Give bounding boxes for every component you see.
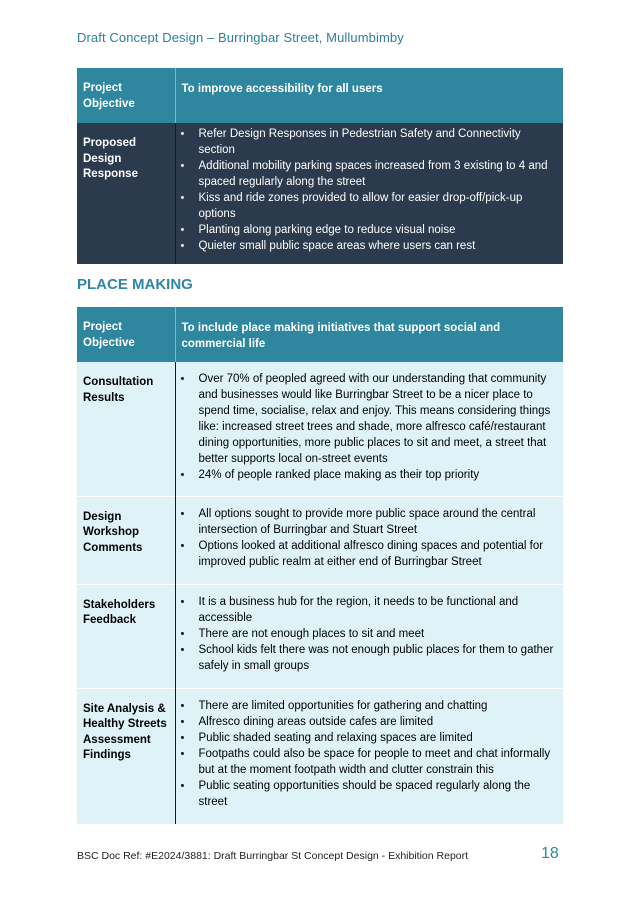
row-content (175, 688, 563, 824)
list-item: • Planting along parking edge to reduce visual noise (198, 222, 556, 238)
row-content (175, 496, 563, 584)
list-item: • Refer Design Responses in Pedestrian Safety and Connectivity section (198, 126, 556, 158)
list-item: • There are not enough places to sit and meet (198, 626, 556, 642)
list-item: • Kiss and ride zones provided to allow for easier drop-off/pick-up options (198, 190, 556, 222)
table-row (77, 688, 563, 824)
bullet-list (176, 585, 564, 674)
page-number: 18 (541, 845, 559, 862)
document-header-title: Draft Concept Design – Burringbar Street, Mullumbimby (77, 30, 404, 45)
objective-label: Project Objective (77, 307, 175, 362)
row-content (175, 362, 563, 496)
list-item: • Public shaded seating and relaxing spaces are limited (198, 730, 556, 746)
list-item: • Public seating opportunities should be spaced regularly along the street (198, 778, 556, 810)
section-heading: PLACE MAKING (77, 276, 193, 293)
list-item: • It is a business hub for the region, it needs to be functional and accessible (198, 594, 556, 626)
objective-text: To include place making initiatives that support social and commercial life (175, 307, 563, 362)
table-row (77, 362, 563, 496)
list-item: • Options looked at additional alfresco dining spaces and potential for improved public realm at either end of Burringbar Street (198, 538, 556, 570)
list-item: • There are limited opportunities for gathering and chatting (198, 698, 556, 714)
footer-document-reference: BSC Doc Ref: #E2024/3881: Draft Burringbar St Concept Design - Exhibition Report (77, 850, 469, 862)
objective-row (77, 68, 563, 123)
row-label: Design Workshop Comments (77, 496, 175, 584)
table-row (77, 584, 563, 688)
list-item: • Over 70% of peopled agreed with our understanding that community and businesses would like Burringbar Street to be a nicer place to spend time, socialise, relax and enjoy. This means considering things like: increased street trees and shade, more alfresco café/restaurant dining opportunities, more public places to sit and meet, a street that better supports local on-street events (198, 371, 556, 467)
design-response-list (176, 123, 564, 254)
row-label: Site Analysis & Healthy Streets Assessment Findings (77, 688, 175, 824)
row-label: Consultation Results (77, 362, 175, 496)
objective-label: Project Objective (77, 68, 175, 123)
accessibility-table (77, 68, 563, 264)
place-making-table (77, 307, 563, 824)
list-item: • Quieter small public space areas where users can rest (198, 238, 556, 254)
design-response-label: Proposed Design Response (77, 123, 175, 264)
table-row (77, 496, 563, 584)
design-response-row (77, 123, 563, 264)
list-item: • Additional mobility parking spaces increased from 3 existing to 4 and spaced regularly along the street (198, 158, 556, 190)
list-item: • All options sought to provide more public space around the central intersection of Burringbar and Stuart Street (198, 506, 556, 538)
bullet-list (176, 497, 564, 570)
objective-text: To improve accessibility for all users (175, 68, 563, 123)
list-item: • Footpaths could also be space for people to meet and chat informally but at the moment footpath width and clutter constrain this (198, 746, 556, 778)
objective-row (77, 307, 563, 362)
list-item: • School kids felt there was not enough public places for them to gather safely in small groups (198, 642, 556, 674)
bullet-list (176, 362, 564, 483)
bullet-list (176, 689, 564, 810)
design-response-cell (175, 123, 563, 264)
row-content (175, 584, 563, 688)
row-label: Stakeholders Feedback (77, 584, 175, 688)
list-item: • Alfresco dining areas outside cafes are limited (198, 714, 556, 730)
list-item: • 24% of people ranked place making as their top priority (198, 467, 556, 483)
